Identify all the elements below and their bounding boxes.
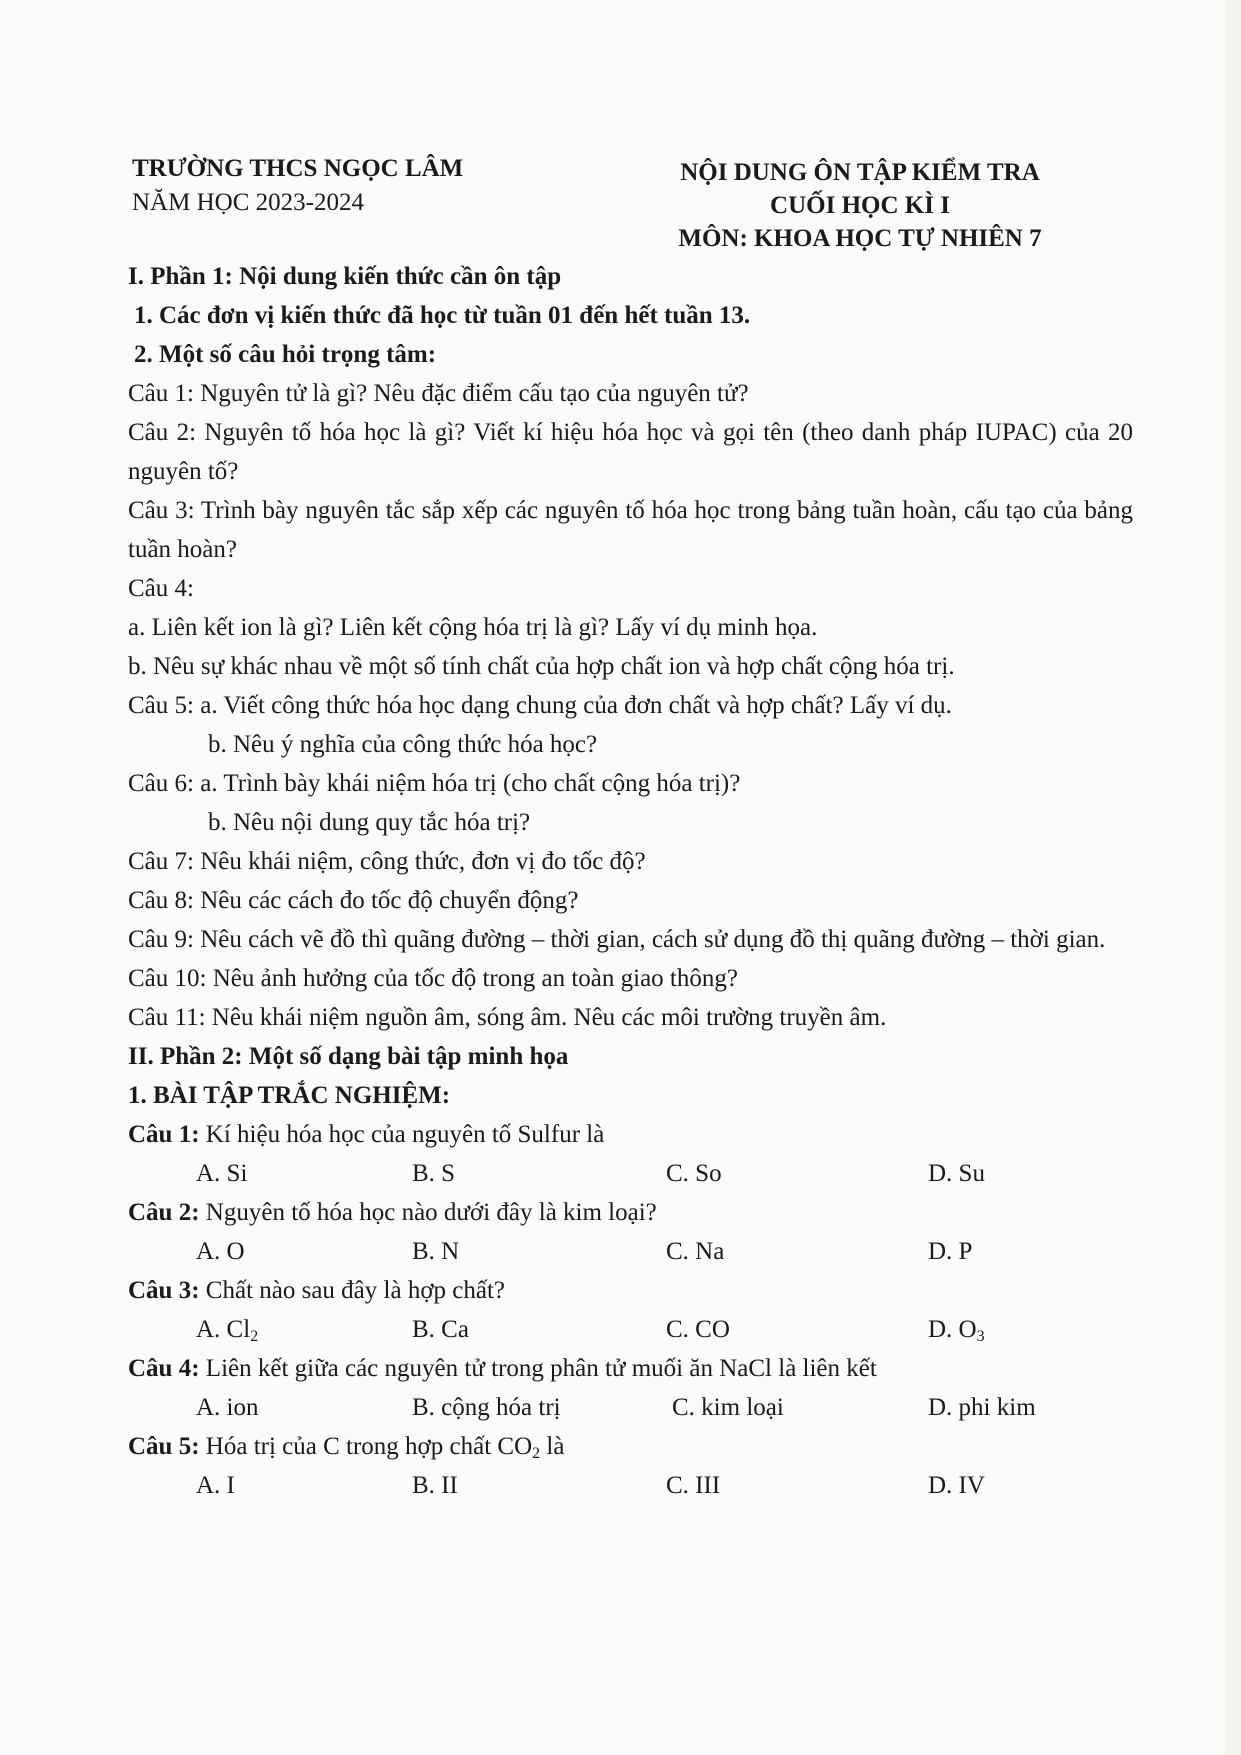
option-c: C. CO bbox=[666, 1316, 730, 1343]
question-6b: b. Nêu nội dung quy tắc hóa trị? bbox=[208, 809, 531, 836]
mcq-options-3 bbox=[128, 1310, 1133, 1349]
question-11: Câu 11: Nêu khái niệm nguồn âm, sóng âm. Nêu các môi trường truyền âm. bbox=[128, 1004, 887, 1031]
question-5a: Câu 5: a. Viết công thức hóa học dạng chung của đơn chất và hợp chất? Lấy ví dụ. bbox=[128, 692, 952, 719]
option-b: B. Ca bbox=[412, 1316, 469, 1343]
option-d: D. $O_3$ bbox=[928, 1316, 985, 1345]
option-a: A. $Cl_2$ bbox=[196, 1316, 259, 1345]
part1-item1: 1. Các đơn vị kiến thức đã học từ tuần 01 đến hết tuần 13. bbox=[134, 302, 751, 329]
part1-item2: 2. Một số câu hỏi trọng tâm: bbox=[134, 341, 437, 368]
option-d: D. Su bbox=[928, 1160, 985, 1187]
option-b: B. N bbox=[412, 1238, 460, 1265]
school-name: TRƯỜNG THCS NGỌC LÂM bbox=[132, 155, 464, 182]
option-b: B. S bbox=[412, 1160, 456, 1187]
question-8: Câu 8: Nêu các cách đo tốc độ chuyển động? bbox=[128, 887, 579, 914]
option-c: C. So bbox=[666, 1160, 722, 1187]
document-body bbox=[128, 257, 1133, 1505]
mcq-options-4 bbox=[128, 1388, 1133, 1427]
option-d: D. IV bbox=[928, 1472, 985, 1499]
doc-title-line2: CUỐI HỌC KÌ I bbox=[770, 192, 950, 219]
option-c: C. Na bbox=[666, 1238, 725, 1265]
school-year: NĂM HỌC 2023-2024 bbox=[132, 189, 364, 216]
option-a: A. O bbox=[196, 1238, 245, 1265]
option-a: A. I bbox=[196, 1472, 235, 1499]
question-1: Câu 1: Nguyên tử là gì? Nêu đặc điểm cấu tạo của nguyên tử? bbox=[128, 380, 749, 407]
question-7: Câu 7: Nêu khái niệm, công thức, đơn vị đo tốc độ? bbox=[128, 848, 646, 875]
option-d: D. phi kim bbox=[928, 1394, 1036, 1421]
part1-heading: I. Phần 1: Nội dung kiến thức cần ôn tập bbox=[128, 263, 562, 290]
option-d: D. P bbox=[928, 1238, 973, 1265]
mcq-question-5: Câu 5: Hóa trị của C trong hợp chất $CO_2$ là bbox=[128, 1433, 565, 1462]
option-a: A. Si bbox=[196, 1160, 248, 1187]
mcq-options-5 bbox=[128, 1466, 1133, 1505]
mcq-question-1: Câu 1: Kí hiệu hóa học của nguyên tố Sulfur là bbox=[128, 1121, 605, 1148]
question-10: Câu 10: Nêu ảnh hưởng của tốc độ trong an toàn giao thông? bbox=[128, 965, 738, 992]
option-b: B. cộng hóa trị bbox=[412, 1394, 561, 1421]
header-right bbox=[600, 156, 1120, 255]
header-left bbox=[132, 152, 463, 220]
question-4a: a. Liên kết ion là gì? Liên kết cộng hóa trị là gì? Lấy ví dụ minh họa. bbox=[128, 614, 818, 641]
mcq-question-3: Câu 3: Chất nào sau đây là hợp chất? bbox=[128, 1277, 506, 1304]
mcq-options-2 bbox=[128, 1232, 1133, 1271]
option-c: C. III bbox=[666, 1472, 721, 1499]
part2-heading: II. Phần 2: Một số dạng bài tập minh họa bbox=[128, 1043, 569, 1070]
option-a: A. ion bbox=[196, 1394, 259, 1421]
doc-title-line1: NỘI DUNG ÔN TẬP KIỂM TRA bbox=[680, 159, 1040, 186]
option-c: C. kim loại bbox=[672, 1394, 784, 1421]
part2-subheading: 1. BÀI TẬP TRẮC NGHIỆM: bbox=[128, 1082, 451, 1109]
question-3: Câu 3: Trình bày nguyên tắc sắp xếp các nguyên tố hóa học trong bảng tuần hoàn, cấu tạo của bảng tuần hoàn? bbox=[128, 497, 1133, 563]
option-b: B. II bbox=[412, 1472, 458, 1499]
question-9: Câu 9: Nêu cách vẽ đồ thì quãng đường – thời gian, cách sử dụng đồ thị quãng đường – thời gian. bbox=[128, 926, 1106, 953]
question-4: Câu 4: bbox=[128, 575, 194, 602]
mcq-question-4: Câu 4: Liên kết giữa các nguyên tử trong phân tử muối ăn NaCl là liên kết bbox=[128, 1355, 877, 1382]
question-5b: b. Nêu ý nghĩa của công thức hóa học? bbox=[208, 731, 598, 758]
question-6a: Câu 6: a. Trình bày khái niệm hóa trị (cho chất cộng hóa trị)? bbox=[128, 770, 741, 797]
doc-title-line3: MÔN: KHOA HỌC TỰ NHIÊN 7 bbox=[678, 225, 1042, 252]
question-2: Câu 2: Nguyên tố hóa học là gì? Viết kí hiệu hóa học và gọi tên (theo danh pháp IUPAC) của 20 nguyên tố? bbox=[128, 419, 1133, 485]
mcq-options-1 bbox=[128, 1154, 1133, 1193]
mcq-question-2: Câu 2: Nguyên tố hóa học nào dưới đây là kim loại? bbox=[128, 1199, 657, 1226]
question-4b: b. Nêu sự khác nhau về một số tính chất của hợp chất ion và hợp chất cộng hóa trị. bbox=[128, 653, 955, 680]
